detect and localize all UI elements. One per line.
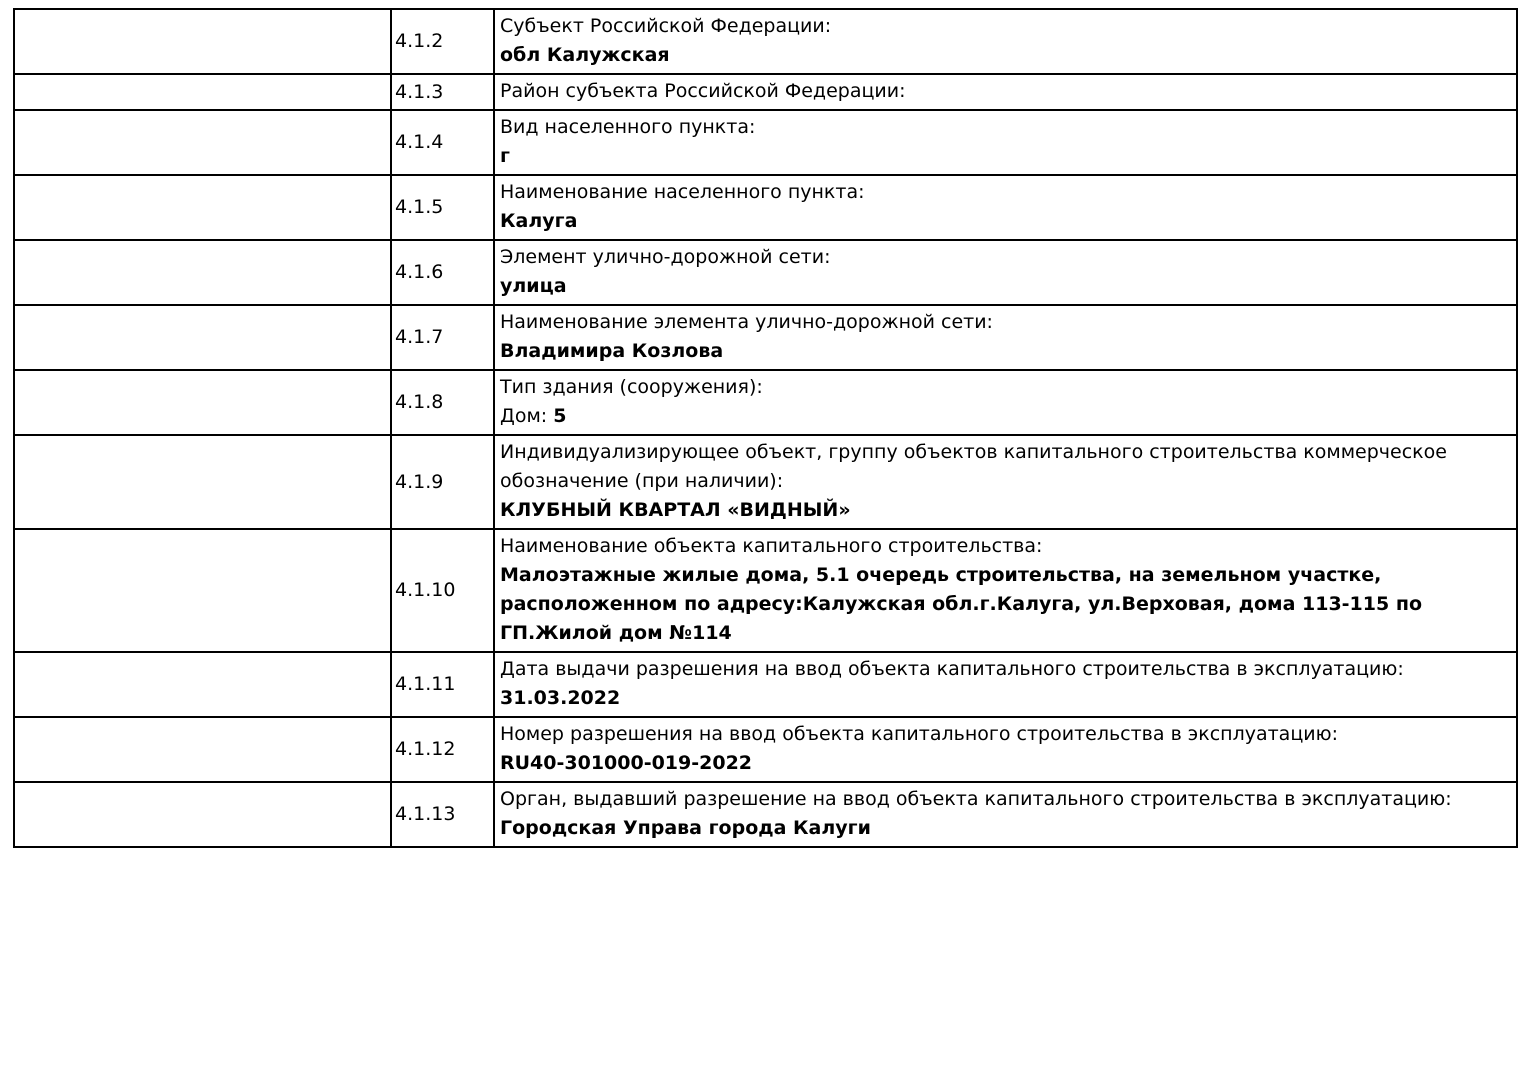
field-value: Малоэтажные жилые дома, 5.1 очередь строительства, на земельном участке, расположенном по адресу:Калужская обл.г.Калуга, ул.Верховая, дома 113-115 по ГП.Жилой дом №114 <box>500 564 1423 644</box>
row-content <box>494 240 1517 305</box>
row-number: 4.1.5 <box>391 175 494 240</box>
empty-cell <box>14 529 391 652</box>
table-row <box>14 717 1517 782</box>
row-content <box>494 9 1517 74</box>
row-content <box>494 717 1517 782</box>
table-row <box>14 782 1517 847</box>
field-value: улица <box>500 275 567 297</box>
field-label: Наименование населенного пункта: <box>500 181 865 203</box>
row-number: 4.1.9 <box>391 435 494 529</box>
empty-cell <box>14 240 391 305</box>
row-number: 4.1.13 <box>391 782 494 847</box>
empty-cell <box>14 717 391 782</box>
field-value: RU40-301000-019-2022 <box>500 752 753 774</box>
row-content <box>494 74 1517 110</box>
row-content <box>494 435 1517 529</box>
row-number: 4.1.10 <box>391 529 494 652</box>
field-label: Тип здания (сооружения): <box>500 376 763 398</box>
row-content <box>494 175 1517 240</box>
row-number: 4.1.8 <box>391 370 494 435</box>
field-label: Район субъекта Российской Федерации: <box>500 80 906 102</box>
declaration-table <box>13 8 1518 848</box>
table-row <box>14 74 1517 110</box>
row-number: 4.1.6 <box>391 240 494 305</box>
row-content <box>494 110 1517 175</box>
empty-cell <box>14 305 391 370</box>
field-value: 31.03.2022 <box>500 687 621 709</box>
field-value: обл Калужская <box>500 44 670 66</box>
field-value: Городская Управа города Калуги <box>500 817 871 839</box>
row-number: 4.1.4 <box>391 110 494 175</box>
field-label: Наименование элемента улично-дорожной сети: <box>500 311 993 333</box>
field-label: Элемент улично-дорожной сети: <box>500 246 831 268</box>
field-value: КЛУБНЫЙ КВАРТАЛ «ВИДНЫЙ» <box>500 499 851 521</box>
row-number: 4.1.3 <box>391 74 494 110</box>
empty-cell <box>14 782 391 847</box>
row-number: 4.1.11 <box>391 652 494 717</box>
field-label: Вид населенного пункта: <box>500 116 756 138</box>
row-content <box>494 305 1517 370</box>
field-label: Субъект Российской Федерации: <box>500 15 832 37</box>
field-value: г <box>500 145 510 167</box>
empty-cell <box>14 9 391 74</box>
row-content <box>494 529 1517 652</box>
field-label: Индивидуализирующее объект, группу объектов капитального строительства коммерческое обозначение (при наличии): <box>500 441 1447 492</box>
field-value: Владимира Козлова <box>500 340 724 362</box>
table-body <box>14 9 1517 847</box>
row-number: 4.1.7 <box>391 305 494 370</box>
field-label: Дата выдачи разрешения на ввод объекта капитального строительства в эксплуатацию: <box>500 658 1404 680</box>
table-row <box>14 305 1517 370</box>
row-number: 4.1.12 <box>391 717 494 782</box>
field-value-prefix: Дом: <box>500 405 554 427</box>
table-row <box>14 9 1517 74</box>
row-content <box>494 782 1517 847</box>
field-value-bold: 5 <box>553 405 567 427</box>
row-number: 4.1.2 <box>391 9 494 74</box>
row-content <box>494 652 1517 717</box>
field-value: Калуга <box>500 210 578 232</box>
empty-cell <box>14 175 391 240</box>
table-row <box>14 175 1517 240</box>
table-row <box>14 652 1517 717</box>
field-label: Орган, выдавший разрешение на ввод объекта капитального строительства в эксплуатацию: <box>500 788 1452 810</box>
empty-cell <box>14 652 391 717</box>
row-content <box>494 370 1517 435</box>
field-label: Наименование объекта капитального строительства: <box>500 535 1043 557</box>
empty-cell <box>14 370 391 435</box>
empty-cell <box>14 74 391 110</box>
table-row <box>14 529 1517 652</box>
table-row <box>14 110 1517 175</box>
table-row <box>14 435 1517 529</box>
field-value <box>500 402 1511 431</box>
table-row <box>14 240 1517 305</box>
empty-cell <box>14 110 391 175</box>
table-row <box>14 370 1517 435</box>
field-label: Номер разрешения на ввод объекта капитального строительства в эксплуатацию: <box>500 723 1338 745</box>
empty-cell <box>14 435 391 529</box>
